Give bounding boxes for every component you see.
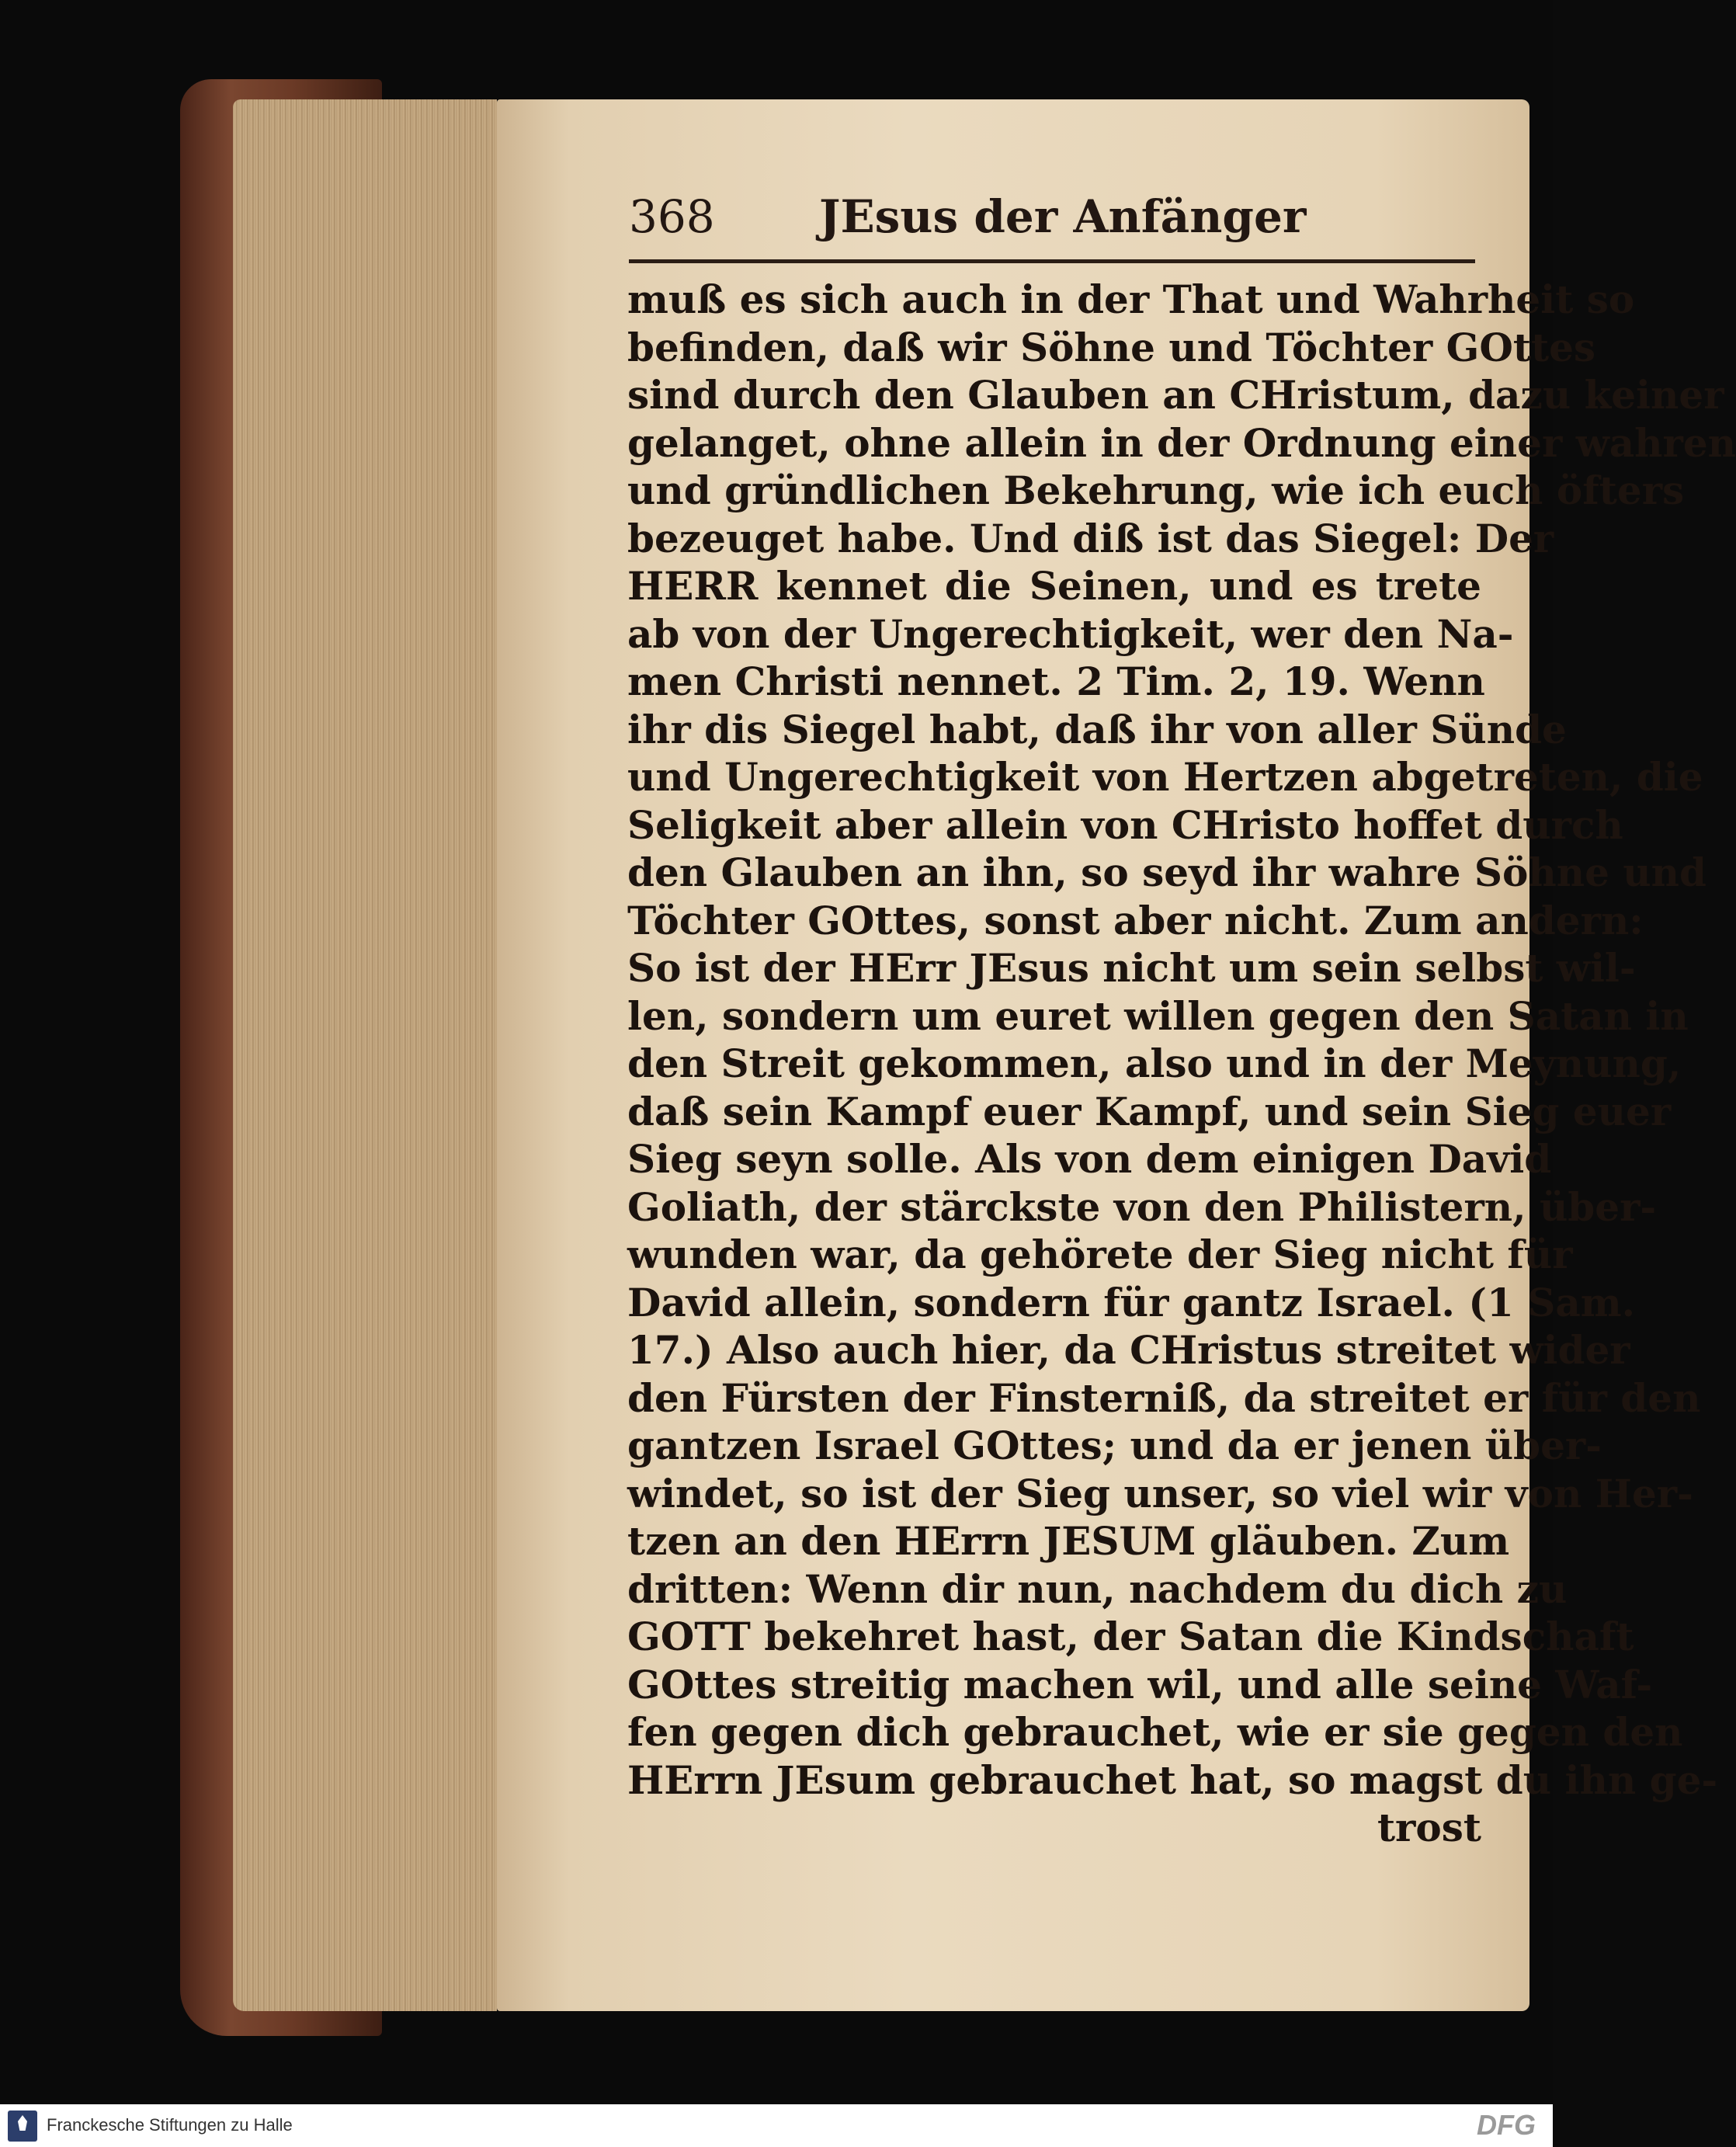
running-title: JEsus der Anfänger xyxy=(819,190,1307,243)
catchword: trost xyxy=(1377,1805,1481,1850)
text-line: HErrn JEsum gebrauchet hat, so magst du ihn ge- xyxy=(627,1756,1718,1803)
text-line: den Fürsten der Finsterniß, da streitet er für den xyxy=(627,1374,1701,1421)
text-line: Seligkeit aber allein von CHristo hoffet durch xyxy=(627,801,1623,848)
header-rule xyxy=(629,259,1475,263)
text-line: befinden, daß wir Söhne und Töchter GOttes xyxy=(627,324,1596,370)
text-line: ihr dis Siegel habt, daß ihr von aller Sünde xyxy=(627,706,1567,752)
text-line: bezeuget habe. Und diß ist das Siegel: Der xyxy=(627,515,1554,561)
text-line: den Streit gekommen, also und in der Meynung, xyxy=(627,1040,1682,1086)
text-line: Goliath, der stärckste von den Philistern, über- xyxy=(627,1183,1657,1230)
text-line: men Christi nennet. 2 Tim. 2, 19. Wenn xyxy=(627,658,1485,704)
page-number: 368 xyxy=(629,190,715,243)
text-line: dritten: Wenn dir nun, nachdem du dich zu xyxy=(627,1565,1568,1612)
text-line: und Ungerechtigkeit von Hertzen abgetreten, die xyxy=(627,754,1703,800)
viewer-footer xyxy=(0,2104,1553,2147)
text-line: tzen an den HErrn JESUM gläuben. Zum xyxy=(627,1518,1510,1564)
text-line: gantzen Israel GOttes; und da er jenen über- xyxy=(627,1423,1602,1468)
dfg-logo: DFG xyxy=(1477,2109,1536,2141)
text-line: So ist der HErr JEsus nicht um sein selbst wil- xyxy=(627,945,1636,991)
text-line: David allein, sondern für gantz Israel. (1 Sam. xyxy=(627,1279,1636,1325)
body-text xyxy=(627,276,1736,1852)
text-line: ab von der Ungerechtigkeit, wer den Na- xyxy=(627,610,1514,657)
text-line: HERR kennet die Seinen, und es trete xyxy=(627,563,1481,609)
text-line: gelanget, ohne allein in der Ordnung einer wahren xyxy=(627,419,1736,466)
text-line: GOttes streitig machen wil, und alle seine Waf- xyxy=(627,1661,1653,1708)
institution-logo-icon xyxy=(8,2111,37,2142)
library-name: Franckesche Stiftungen zu Halle xyxy=(47,2115,293,2135)
text-line: GOTT bekehret hast, der Satan die Kindschaft xyxy=(627,1614,1634,1659)
text-line: Sieg seyn solle. Als von dem einigen David xyxy=(627,1136,1552,1182)
text-line: wunden war, da gehörete der Sieg nicht für xyxy=(627,1232,1573,1277)
text-line: len, sondern um euret willen gegen den Satan in xyxy=(627,992,1689,1039)
book-page-block xyxy=(233,99,497,2011)
text-line: den Glauben an ihn, so seyd ihr wahre Söhne und xyxy=(627,849,1706,895)
text-line: 17.) Also auch hier, da CHristus streitet wider xyxy=(627,1327,1630,1373)
page-header xyxy=(621,190,1491,260)
text-line: daß sein Kampf euer Kampf, und sein Sieg euer xyxy=(627,1088,1672,1134)
text-line: Töchter GOttes, sonst aber nicht. Zum andern: xyxy=(627,897,1644,943)
text-line: fen gegen dich gebrauchet, wie er sie gegen den xyxy=(627,1709,1683,1755)
text-line: und gründlichen Bekehrung, wie ich euch öfters xyxy=(627,467,1685,513)
text-line: muß es sich auch in der That und Wahrheit so xyxy=(627,276,1635,322)
text-line: sind durch den Glauben an CHristum, dazu keiner xyxy=(627,372,1724,418)
institution-logo-mark-icon xyxy=(18,2115,27,2131)
text-line: windet, so ist der Sieg unser, so viel wir von Her- xyxy=(627,1470,1693,1516)
